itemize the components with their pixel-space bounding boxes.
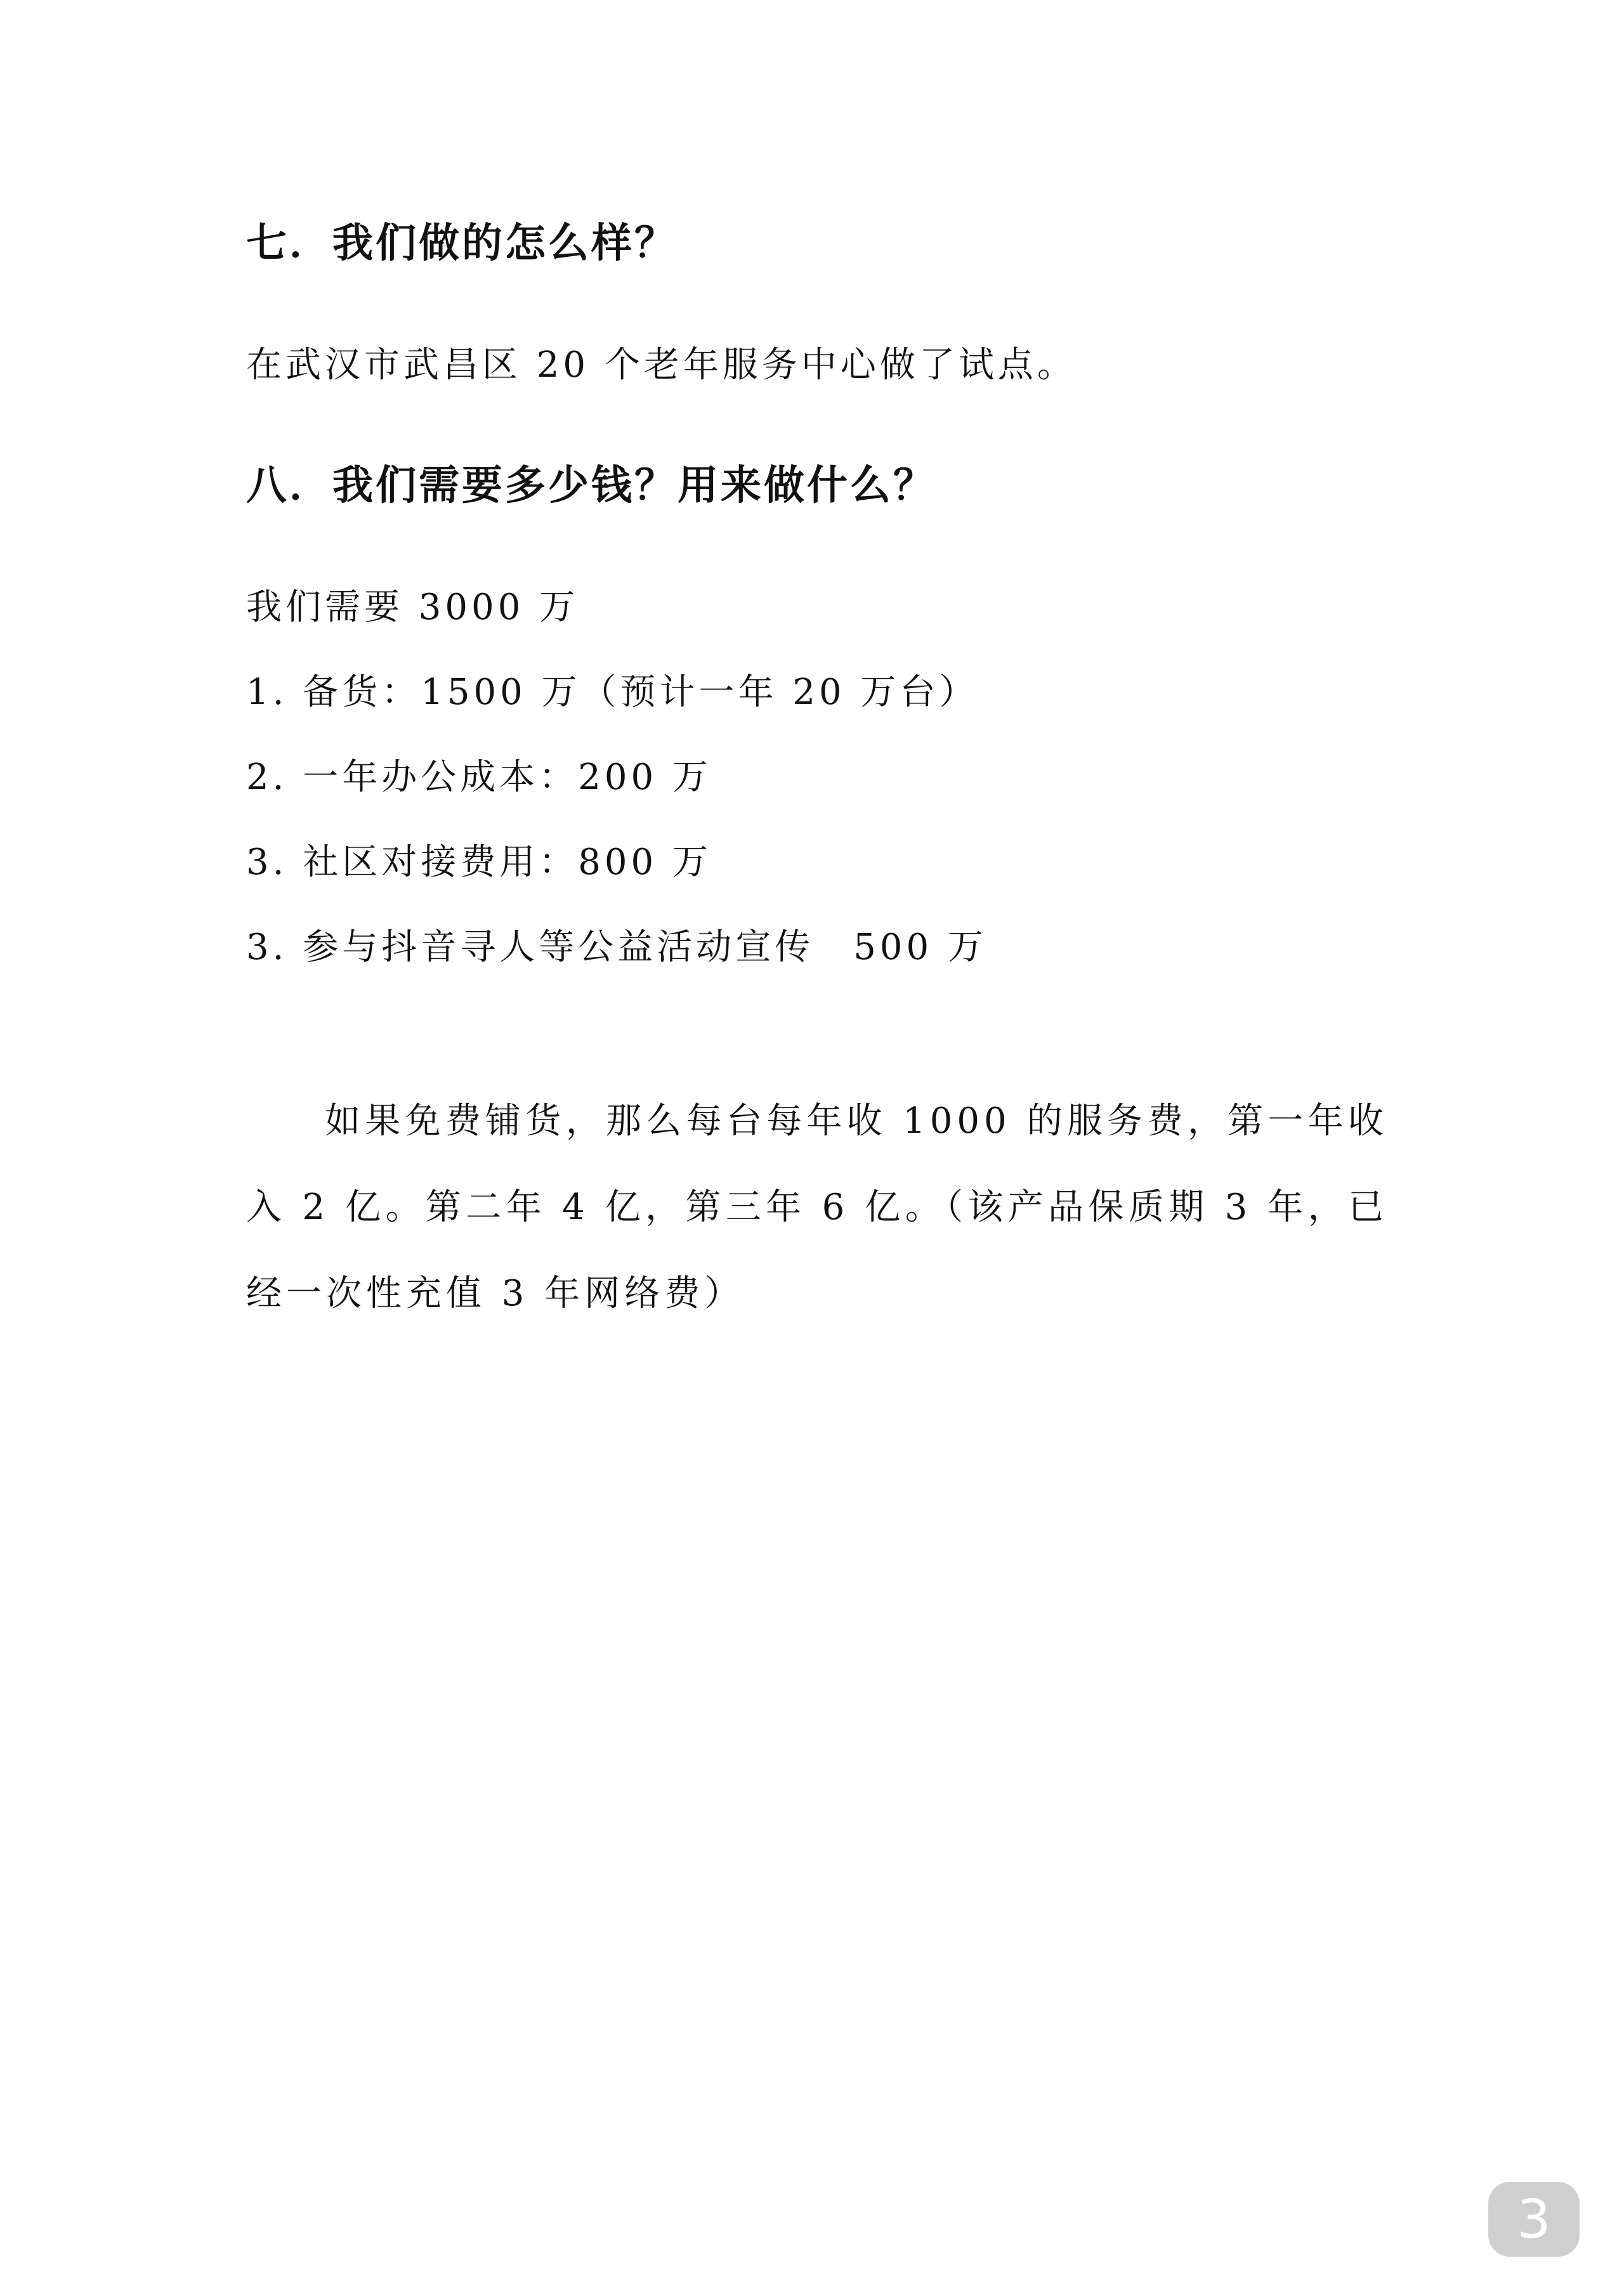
page-number: 3 bbox=[1517, 2188, 1551, 2250]
section-7-heading: 七．我们做的怎么样？ bbox=[246, 220, 678, 267]
revenue-paragraph: 如果免费铺货，那么每台每年收 1000 的服务费，第一年收入 2 亿。第二年 4 亿，第三年 6 亿。（该产品保质期 3 年，已经一次性充值 3 年网络费） bbox=[246, 1100, 1388, 1314]
section-7-body: 在武汉市武昌区 20 个老年服务中心做了试点。 bbox=[246, 344, 1077, 386]
page-number-badge bbox=[1488, 2182, 1580, 2257]
list-item: 2. 一年办公成本：200 万 bbox=[246, 757, 712, 798]
section-8-heading: 八．我们需要多少钱？用来做什么？ bbox=[246, 462, 936, 509]
list-item: 3. 社区对接费用：800 万 bbox=[246, 842, 712, 883]
funding-total: 我们需要 3000 万 bbox=[246, 587, 579, 628]
list-item: 3. 参与抖音寻人等公益活动宣传 500 万 bbox=[246, 927, 987, 968]
list-item: 1. 备货：1500 万（预计一年 20 万台） bbox=[246, 672, 979, 713]
